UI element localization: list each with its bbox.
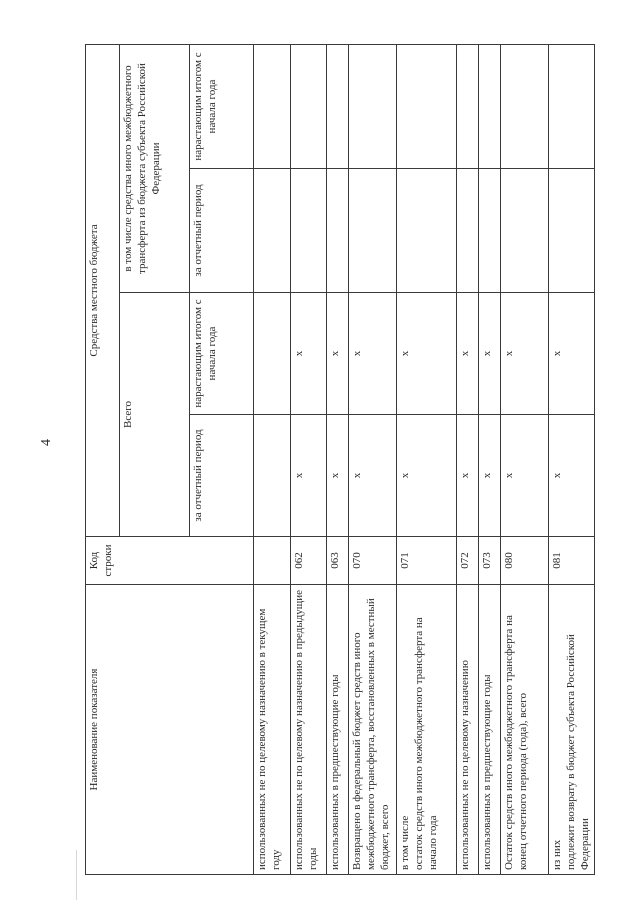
ib-cumulative-cell xyxy=(327,45,349,169)
total-cumulative-cell xyxy=(254,293,291,415)
indicator-name-cell: использованных не по целевому назначению в предыдущие годы xyxy=(291,585,327,875)
table-row xyxy=(501,45,549,875)
total-cumulative-cell: х xyxy=(479,293,501,415)
row-code-cell: 080 xyxy=(501,537,549,585)
ib-period-cell xyxy=(291,169,327,293)
ib-cumulative-cell xyxy=(479,45,501,169)
table-body xyxy=(254,45,595,875)
row-code-cell: 071 xyxy=(397,537,457,585)
header-total-period: за отчетный период xyxy=(190,415,254,537)
header-local-budget: Средства местного бюджета xyxy=(86,45,120,537)
total-cumulative-cell: х xyxy=(457,293,479,415)
total-cumulative-cell: х xyxy=(501,293,549,415)
ib-period-cell xyxy=(479,169,501,293)
indicator-name-cell: в том числе остаток средств иного межбюджетного трансферта на начало года xyxy=(397,585,457,875)
table-row xyxy=(254,45,291,875)
total-cumulative-cell: х xyxy=(397,293,457,415)
total-period-cell: х xyxy=(501,415,549,537)
header-total-cumulative: нарастающим итогом с начала года xyxy=(190,293,254,415)
page-number: 4 xyxy=(39,439,54,446)
table-row xyxy=(549,45,595,875)
total-period-cell xyxy=(254,415,291,537)
table-row xyxy=(327,45,349,875)
table-row xyxy=(457,45,479,875)
row-code-cell: 072 xyxy=(457,537,479,585)
indicator-name-cell: использованных не по целевому назначению xyxy=(457,585,479,875)
ib-cumulative-cell xyxy=(501,45,549,169)
table-row xyxy=(397,45,457,875)
row-code-cell: 070 xyxy=(349,537,397,585)
report-table xyxy=(85,44,595,875)
header-row-1 xyxy=(86,45,120,875)
indicator-name-cell: использованных не по целевому назначению в текущем году xyxy=(254,585,291,875)
ib-period-cell xyxy=(397,169,457,293)
ib-cumulative-cell xyxy=(254,45,291,169)
total-cumulative-cell: х xyxy=(327,293,349,415)
header-ib-period: за отчетный период xyxy=(190,169,254,293)
scan-edge-line xyxy=(76,850,77,900)
ib-cumulative-cell xyxy=(549,45,595,169)
ib-period-cell xyxy=(349,169,397,293)
header-interbudget-transfer: в том числе средства иного межбюджетного трансферта из бюджета субъекта Российской Федерации xyxy=(120,45,190,293)
ib-period-cell xyxy=(501,169,549,293)
header-ib-cumulative: нарастающим итогом с начала года xyxy=(190,45,254,169)
total-period-cell: х xyxy=(549,415,595,537)
header-row-code: Код строки xyxy=(86,537,254,585)
indicator-name-cell: Возвращено в федеральный бюджет средств иного межбюджетного трансферта, восстановленных в местный бюджет, всего xyxy=(349,585,397,875)
row-code-cell: 073 xyxy=(479,537,501,585)
header-total: Всего xyxy=(120,293,190,537)
total-period-cell: х xyxy=(479,415,501,537)
rotated-table-container xyxy=(85,45,591,875)
ib-cumulative-cell xyxy=(291,45,327,169)
ib-period-cell xyxy=(457,169,479,293)
total-period-cell: х xyxy=(349,415,397,537)
ib-cumulative-cell xyxy=(349,45,397,169)
row-code-cell: 062 xyxy=(291,537,327,585)
table-row xyxy=(349,45,397,875)
total-period-cell: х xyxy=(457,415,479,537)
total-period-cell: х xyxy=(291,415,327,537)
indicator-name-cell: использованных в предшествующие годы xyxy=(479,585,501,875)
ib-period-cell xyxy=(549,169,595,293)
row-code-cell: 081 xyxy=(549,537,595,585)
total-cumulative-cell: х xyxy=(291,293,327,415)
indicator-name-cell: Остаток средств иного межбюджетного трансферта на конец отчетного периода (года), всего xyxy=(501,585,549,875)
row-code-cell xyxy=(254,537,291,585)
ib-cumulative-cell xyxy=(397,45,457,169)
table-row xyxy=(479,45,501,875)
total-cumulative-cell: х xyxy=(549,293,595,415)
indicator-name-cell: из них подлежит возврату в бюджет субъекта Российской Федерации xyxy=(549,585,595,875)
total-period-cell: х xyxy=(397,415,457,537)
indicator-name-cell: использованных в предшествующие годы xyxy=(327,585,349,875)
table-row xyxy=(291,45,327,875)
row-code-cell: 063 xyxy=(327,537,349,585)
header-indicator-name: Наименование показателя xyxy=(86,585,254,875)
ib-period-cell xyxy=(254,169,291,293)
ib-period-cell xyxy=(327,169,349,293)
total-cumulative-cell: х xyxy=(349,293,397,415)
total-period-cell: х xyxy=(327,415,349,537)
ib-cumulative-cell xyxy=(457,45,479,169)
